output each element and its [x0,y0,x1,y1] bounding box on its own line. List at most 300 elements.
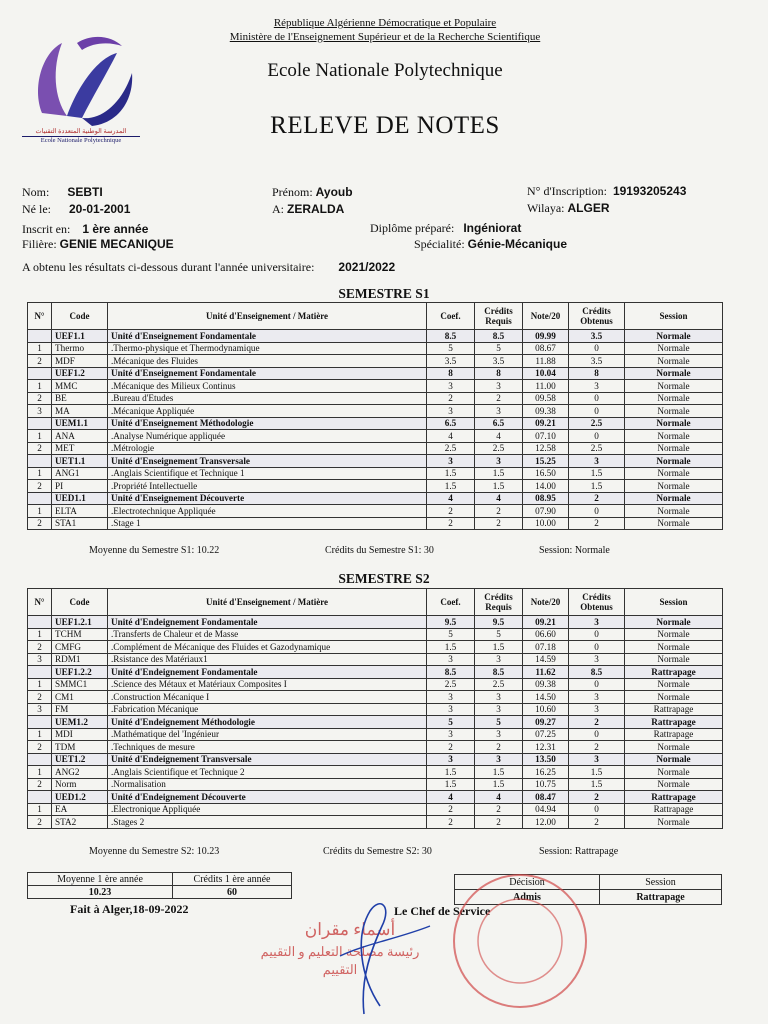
subject-row [28,641,723,654]
session-value: Normale [625,678,723,691]
birthdate-field: Né le: 20-01-2001 [22,202,131,216]
filiere-field: Filière: GENIE MECANIQUE [22,237,174,251]
note-value: 09.27 [523,716,569,729]
subject-label: .Rsistance des Matériaux1 [108,653,427,666]
session-value: Normale [625,616,723,629]
ministry-header [200,16,570,44]
subject-code: UEF1.2.2 [52,666,108,679]
subject-row [28,342,723,355]
note-value: 10.75 [523,778,569,791]
session-value: Normale [625,392,723,405]
ue-row [28,330,723,343]
credits-requis-value: 5 [475,716,523,729]
subject-label: .Mathématique del 'Ingénieur [108,728,427,741]
subject-label: .Electronique Appliquée [108,803,427,816]
subject-label: .Fabrication Mécanique [108,703,427,716]
coef-value: 1.5 [427,467,475,480]
row-number: 2 [28,355,52,368]
credits-obtenus-value: 1.5 [569,766,625,779]
place-date: Fait à Alger,18-09-2022 [70,902,189,916]
subject-code: RDM1 [52,653,108,666]
row-number: 2 [28,641,52,654]
credits-obtenus-value: 2.5 [569,442,625,455]
credits-requis-value: 3.5 [475,355,523,368]
credits-obtenus-value: 0 [569,803,625,816]
ue-row [28,492,723,505]
ministry-line: Ministère de l'Enseignement Supérieur et de la Recherche Scientifique [229,31,541,43]
subject-row [28,517,723,530]
subject-label: .Normalisation [108,778,427,791]
note-value: 09.99 [523,330,569,343]
s1-moyenne: Moyenne du Semestre S1: 10.22 [89,545,220,556]
subject-row [28,766,723,779]
coef-value: 3 [427,653,475,666]
subject-row [28,678,723,691]
table-header-row [28,589,723,616]
col-ue: Unité d'Enseignement / Matière [108,303,427,330]
coef-value: 2.5 [427,678,475,691]
coef-value: 5 [427,716,475,729]
credits-requis-value: 5 [475,342,523,355]
col-code: Code [52,303,108,330]
credits-requis-value: 8.5 [475,330,523,343]
subject-code: UEF1.1 [52,330,108,343]
stamp-name: أسماء مقران [304,920,396,939]
coef-value: 3 [427,380,475,393]
session-value: Normale [625,380,723,393]
semester-s2-table [27,588,723,829]
row-number: 1 [28,678,52,691]
session-value: Normale [625,405,723,418]
credits-obtenus-value: 2 [569,741,625,754]
coef-value: 1.5 [427,778,475,791]
note-value: 12.58 [523,442,569,455]
credits-requis-value: 4 [475,430,523,443]
subject-row [28,355,723,368]
session-value: Normale [625,766,723,779]
ue-row [28,417,723,430]
session-value: Rattrapage [625,791,723,804]
subject-label: .Mécanique Appliquée [108,405,427,418]
subject-label: Unité d'Endeignement Transversale [108,753,427,766]
row-number: 2 [28,816,52,829]
annual-summary-table [27,872,292,899]
credits-obtenus-value: 0 [569,505,625,518]
coef-value: 2 [427,517,475,530]
subject-code: MA [52,405,108,418]
coef-value: 3 [427,703,475,716]
coef-value: 5 [427,628,475,641]
col-n: N° [28,589,52,616]
subject-label: .Stage 1 [108,517,427,530]
subject-label: Unité d'Endeignement Découverte [108,791,427,804]
coef-value: 1.5 [427,480,475,493]
credits-obtenus-value: 3 [569,753,625,766]
row-number [28,367,52,380]
credits-obtenus-value: 0 [569,641,625,654]
subject-row [28,741,723,754]
subject-row [28,703,723,716]
ue-row [28,716,723,729]
note-value: 09.38 [523,405,569,418]
col-credits-requis: Crédits Requis [475,589,523,616]
note-value: 15.25 [523,455,569,468]
note-value: 09.58 [523,392,569,405]
credits-requis-value: 5 [475,628,523,641]
subject-label: .Mécanique des Milieux Continus [108,380,427,393]
session-value: Normale [625,417,723,430]
subject-label: .Métrologie [108,442,427,455]
credits-requis-value: 6.5 [475,417,523,430]
coef-value: 3.5 [427,355,475,368]
subject-code: TCHM [52,628,108,641]
col-coef: Coef. [427,589,475,616]
subject-code: CMFG [52,641,108,654]
subject-label: .Mécanique des Fluides [108,355,427,368]
credits-obtenus-value: 2 [569,517,625,530]
note-value: 13.50 [523,753,569,766]
s1-session: Session: Normale [539,545,610,556]
coef-value: 3 [427,691,475,704]
subject-label: Unité d'Endeignement Fondamentale [108,616,427,629]
decision-label: Décision [455,875,600,890]
subject-row [28,778,723,791]
credits-obtenus-value: 1.5 [569,480,625,493]
ue-row [28,753,723,766]
note-value: 14.50 [523,691,569,704]
credits-requis-value: 2 [475,392,523,405]
prenom-field: Prénom: Ayoub [272,185,353,199]
subject-row [28,653,723,666]
session-value: Rattrapage [625,666,723,679]
credits-requis-value: 3 [475,380,523,393]
coef-value: 8.5 [427,666,475,679]
subject-code: ANG1 [52,467,108,480]
subject-code: BE [52,392,108,405]
subject-row [28,467,723,480]
subject-code: ANA [52,430,108,443]
note-value: 14.59 [523,653,569,666]
credits-requis-value: 3 [475,455,523,468]
note-value: 09.38 [523,678,569,691]
subject-row [28,816,723,829]
subject-code: Norm [52,778,108,791]
birthplace-field: A: ZERALDA [272,202,345,216]
moyenne-annee-label: Moyenne 1 ère année [28,873,173,886]
subject-row [28,505,723,518]
subject-label: Unité d'Enseignement Découverte [108,492,427,505]
coef-value: 1.5 [427,641,475,654]
subject-code: UED1.1 [52,492,108,505]
coef-value: 2 [427,392,475,405]
note-value: 09.21 [523,616,569,629]
session-value: Normale [625,480,723,493]
note-value: 11.88 [523,355,569,368]
note-value: 06.60 [523,628,569,641]
subject-code: STA2 [52,816,108,829]
coef-value: 4 [427,791,475,804]
s2-session: Session: Rattrapage [539,846,619,857]
coef-value: 4 [427,492,475,505]
subject-code: UEF1.2 [52,367,108,380]
note-value: 08.67 [523,342,569,355]
col-session: Session [625,589,723,616]
credits-requis-value: 3 [475,653,523,666]
note-value: 11.00 [523,380,569,393]
subject-row [28,728,723,741]
coef-value: 2 [427,803,475,816]
credits-obtenus-value: 0 [569,430,625,443]
credits-obtenus-value: 0 [569,342,625,355]
round-stamp-icon [440,866,600,1016]
ue-row [28,367,723,380]
subject-label: .Construction Mécanique I [108,691,427,704]
credits-requis-value: 1.5 [475,641,523,654]
session-value: Normale [625,653,723,666]
subject-label: Unité d'Enseignement Méthodologie [108,417,427,430]
coef-value: 5 [427,342,475,355]
row-number: 3 [28,653,52,666]
row-number [28,716,52,729]
subject-label: .Science des Métaux et Matériaux Composites I [108,678,427,691]
row-number: 1 [28,628,52,641]
credits-obtenus-value: 2 [569,791,625,804]
inscription-field: N° d'Inscription: 19193205243 [527,184,687,198]
note-value: 04.94 [523,803,569,816]
credits-requis-value: 2 [475,816,523,829]
stamp-title: رئيسة مصلحة التعليم و التقييم [260,944,420,959]
credits-obtenus-value: 3 [569,616,625,629]
col-credits-obtenus: Crédits Obtenus [569,589,625,616]
credits-obtenus-value: 0 [569,628,625,641]
s2-credits: Crédits du Semestre S2: 30 [323,846,432,857]
diplome-field: Diplôme préparé: Ingéniorat [370,221,522,235]
session-label: Session [600,875,722,890]
credits-annee-label: Crédits 1 ère année [173,873,292,886]
subject-code: MDI [52,728,108,741]
coef-value: 2 [427,741,475,754]
coef-value: 4 [427,430,475,443]
credits-requis-value: 3 [475,405,523,418]
credits-requis-value: 9.5 [475,616,523,629]
row-number: 2 [28,778,52,791]
row-number [28,330,52,343]
session-value: Normale [625,517,723,530]
session-value: Rattrapage [600,890,722,905]
ue-row [28,791,723,804]
col-coef: Coef. [427,303,475,330]
row-number: 3 [28,405,52,418]
subject-code: ELTA [52,505,108,518]
credits-obtenus-value: 3 [569,455,625,468]
row-number: 1 [28,342,52,355]
row-number: 2 [28,517,52,530]
credits-obtenus-value: 8.5 [569,666,625,679]
credits-obtenus-value: 1.5 [569,778,625,791]
credits-requis-value: 2 [475,505,523,518]
credits-obtenus-value: 3.5 [569,355,625,368]
ue-row [28,666,723,679]
col-note: Note/20 [523,303,569,330]
subject-code: UED1.2 [52,791,108,804]
credits-requis-value: 1.5 [475,467,523,480]
subject-label: .Anglais Scientifique et Technique 2 [108,766,427,779]
nom-field: Nom: SEBTI [22,185,103,199]
logo-caption: المدرسة الوطنية المتعددة التقنيات Ecole Nationale Polytechnique [22,128,140,145]
subject-label: .Analyse Numérique appliquée [108,430,427,443]
credits-annee-value: 60 [173,886,292,899]
row-number [28,666,52,679]
credits-obtenus-value: 3 [569,380,625,393]
note-value: 07.10 [523,430,569,443]
session-value: Rattrapage [625,728,723,741]
subject-code: FM [52,703,108,716]
credits-requis-value: 2.5 [475,442,523,455]
credits-requis-value: 4 [475,791,523,804]
subject-row [28,430,723,443]
note-value: 08.95 [523,492,569,505]
credits-obtenus-value: 0 [569,678,625,691]
subject-label: .Techniques de mesure [108,741,427,754]
row-number: 2 [28,480,52,493]
note-value: 10.60 [523,703,569,716]
coef-value: 6.5 [427,417,475,430]
subject-label: Unité d'Enseignement Fondamentale [108,367,427,380]
semester-s2-title: SEMESTRE S2 [338,571,430,586]
chef-service-label: Le Chef de Service [394,904,491,918]
row-number: 3 [28,703,52,716]
subject-row [28,392,723,405]
credits-requis-value: 3 [475,703,523,716]
subject-code: UEM1.2 [52,716,108,729]
credits-requis-value: 8 [475,367,523,380]
subject-code: EA [52,803,108,816]
coef-value: 3 [427,405,475,418]
col-n: N° [28,303,52,330]
credits-requis-value: 2.5 [475,678,523,691]
subject-label: .Anglais Scientifique et Technique 1 [108,467,427,480]
credits-requis-value: 8.5 [475,666,523,679]
signature-icon [320,886,440,1020]
s2-moyenne: Moyenne du Semestre S2: 10.23 [89,846,220,857]
session-value: Normale [625,455,723,468]
session-value: Rattrapage [625,703,723,716]
note-value: 16.25 [523,766,569,779]
row-number: 1 [28,380,52,393]
s1-credits: Crédits du Semestre S1: 30 [325,545,434,556]
coef-value: 3 [427,753,475,766]
session-value: Normale [625,342,723,355]
subject-label: .Stages 2 [108,816,427,829]
col-credits-requis: Crédits Requis [475,303,523,330]
row-number [28,616,52,629]
specialite-field: Spécialité: Génie-Mécanique [414,237,568,251]
republic-line: République Algérienne Démocratique et Populaire [273,17,497,29]
school-name: Ecole Nationale Polytechnique [267,60,503,81]
subject-code: UEF1.2.1 [52,616,108,629]
coef-value: 2.5 [427,442,475,455]
subject-row [28,442,723,455]
row-number [28,492,52,505]
credits-requis-value: 2 [475,741,523,754]
note-value: 12.00 [523,816,569,829]
subject-code: MET [52,442,108,455]
ue-row [28,616,723,629]
subject-label: .Thermo-physique et Thermodynamique [108,342,427,355]
table-header-row [28,303,723,330]
session-value: Normale [625,741,723,754]
moyenne-annee-value: 10.23 [28,886,173,899]
subject-row [28,380,723,393]
coef-value: 2 [427,816,475,829]
row-number: 2 [28,691,52,704]
subject-code: UET1.2 [52,753,108,766]
session-value: Normale [625,753,723,766]
credits-obtenus-value: 3 [569,703,625,716]
subject-code: CM1 [52,691,108,704]
subject-label: .Complément de Mécanique des Fluides et Gazodynamique [108,641,427,654]
subject-code: UET1.1 [52,455,108,468]
subject-label: Unité d'Endeignement Méthodologie [108,716,427,729]
credits-obtenus-value: 3 [569,653,625,666]
session-value: Normale [625,492,723,505]
credits-obtenus-value: 0 [569,728,625,741]
row-number: 1 [28,505,52,518]
semester-s1-title: SEMESTRE S1 [338,286,430,301]
subject-code: TDM [52,741,108,754]
credits-obtenus-value: 1.5 [569,467,625,480]
subject-code: SMMC1 [52,678,108,691]
credits-requis-value: 4 [475,492,523,505]
credits-requis-value: 2 [475,517,523,530]
credits-requis-value: 3 [475,691,523,704]
coef-value: 3 [427,455,475,468]
credits-obtenus-value: 0 [569,392,625,405]
session-value: Rattrapage [625,716,723,729]
session-value: Normale [625,778,723,791]
coef-value: 9.5 [427,616,475,629]
row-number: 1 [28,430,52,443]
subject-code: MDF [52,355,108,368]
subject-row [28,628,723,641]
col-credits-obtenus: Crédits Obtenus [569,303,625,330]
subject-label: Unité d'Enseignement Transversale [108,455,427,468]
subject-code: STA1 [52,517,108,530]
col-ue: Unité d'Enseignement / Matière [108,589,427,616]
note-value: 16.50 [523,467,569,480]
subject-label: .Transferts de Chaleur et de Masse [108,628,427,641]
row-number [28,417,52,430]
subject-label: .Electrotechnique Appliquée [108,505,427,518]
subject-code: MMC [52,380,108,393]
subject-row [28,480,723,493]
credits-obtenus-value: 2.5 [569,417,625,430]
note-value: 07.25 [523,728,569,741]
credits-obtenus-value: 2 [569,816,625,829]
coef-value: 1.5 [427,766,475,779]
coef-value: 8 [427,367,475,380]
session-value: Normale [625,467,723,480]
row-number [28,455,52,468]
subject-row [28,405,723,418]
session-value: Normale [625,628,723,641]
subject-code: Thermo [52,342,108,355]
inscrit-field: Inscrit en: 1 ère année [22,222,149,236]
coef-value: 3 [427,728,475,741]
subject-code: UEM1.1 [52,417,108,430]
subject-label: .Bureau d'Etudes [108,392,427,405]
session-value: Rattrapage [625,803,723,816]
